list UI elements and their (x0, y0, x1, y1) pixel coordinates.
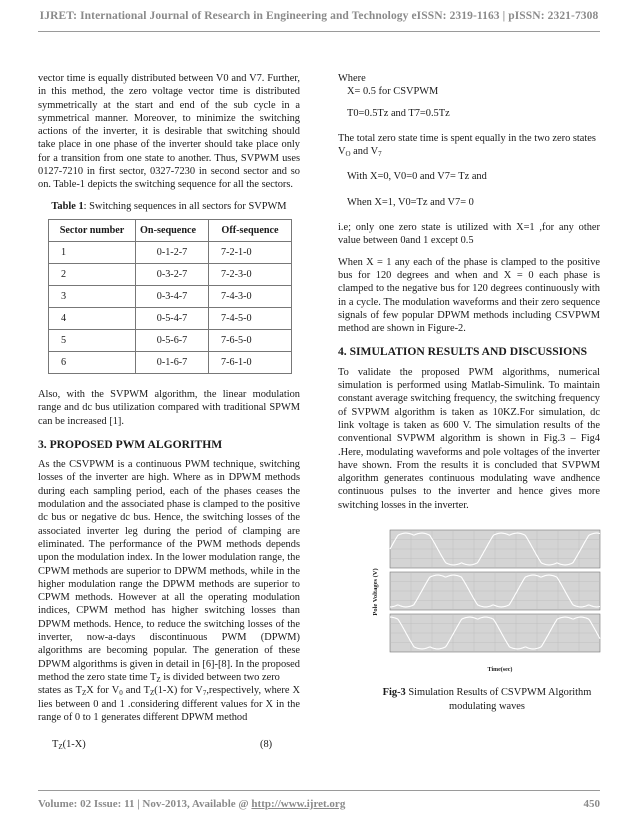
switching-sequence-table (48, 219, 292, 374)
plot-panels (390, 530, 600, 652)
when-x1-line: When X=1, V0=Tz and V7= 0 (347, 196, 474, 208)
section-heading-3: 3. PROPOSED PWM ALGORITHM (38, 437, 223, 451)
header-rule (38, 31, 600, 32)
cell: 7-4-3-0 (209, 285, 292, 307)
left-paragraph-3: As the CSVPWM is a continuous PWM technique, switching losses of the inverter are high. Where as in DPWM methods during each sampling period, each of the phases ceases the modulation and the associated phase is clamped to the positive dc bus or negative dc bus. Hence, the switching losses of the associated inverter leg during the period of clamping are eliminated. The performance of the PWM methods depends upon the modulation index. In the lower modulation range, the CPWM methods are superior to DPWM methods, while in the higher modulation range the DPWM methods are superior to CPWM methods. However at all the operating modulation indices, CPWM method has higher switching losses than DPWM methods. Hence, to reduce the switching losses of the inverter, now-a-days discontinuous PWM (DPWM) algorithms are becoming popular. The generation of these DPWM algorithms is given in detail in [6]-[8]. In the proposed method the zero state time $T_Z$ is divided between two zero (38, 459, 300, 684)
table-caption (38, 200, 300, 213)
section-heading-4: 4. SIMULATION RESULTS AND DISCUSSIONS (338, 345, 588, 359)
journal-link[interactable]: http://www.ijret.org (251, 798, 346, 810)
table-row (49, 351, 292, 373)
cell: 0-5-4-7 (136, 307, 209, 329)
cell: 3 (49, 285, 136, 307)
x-axis-label: Time(sec) (487, 667, 513, 674)
right-column (338, 72, 600, 713)
cell: 0-1-6-7 (136, 351, 209, 373)
with-x0-line: With X=0, V0=0 and V7= Tz and (347, 171, 487, 183)
cell: 0-1-2-7 (136, 241, 209, 263)
cell: 7-2-3-0 (209, 263, 292, 285)
cell: 7-6-5-0 (209, 329, 292, 351)
table-row (49, 285, 292, 307)
th-off-sequence: Off-sequence (209, 219, 292, 241)
table-caption-label: Table 1 (51, 200, 84, 212)
cell: 4 (49, 307, 136, 329)
left-paragraph-4: states as $T_ZX$ for $V_0$ and $T_Z(1-X)$ for $V_7,respectively$, where X lies between 0 and 1 .considering different values for X in the range of 0 to 1 generates different DPWM method (38, 685, 300, 723)
left-column (38, 72, 300, 751)
running-footer: Volume: 02 Issue: 11 | Nov-2013, Available @ http://www.ijret.org 450 (38, 798, 600, 810)
table-row (49, 241, 292, 263)
y-axis-label: Pole Voltages (V) (372, 568, 379, 616)
cell: 7-2-1-0 (209, 241, 292, 263)
table-row (49, 307, 292, 329)
page-number: 450 (583, 798, 600, 810)
table-row (49, 329, 292, 351)
where-label: Where (338, 73, 366, 84)
left-paragraph-2: Also, with the SVPWM algorithm, the linear modulation range and dc bus utilization compared with traditional SPWM can be increased [1]. (38, 388, 300, 427)
th-sector: Sector number (49, 219, 136, 241)
equation-8: $T_Z(1-X)$ (8) (52, 739, 273, 752)
x-equation: X= 0.5 for CSVPWM (347, 86, 439, 98)
table-header-row (49, 219, 292, 241)
running-header: IJRET: International Journal of Research in Engineering and Technology eISSN: 2319-1163 | pISSN: 2321-7308 (39, 10, 599, 22)
clamping-paragraph: When X = 1 any each of the phase is clamped to the positive bus for 120 degrees and when and X = 0 each phase is clamped to the negative bus for 120 degrees continuously with in a cycle. The modulation waveforms and their zero sequence signals of few popular DPWM methods including CSVPWM method are shown in Figure-2. (338, 256, 600, 335)
total-zero-state-paragraph: The total zero state time is spent equally in the two zero states $V_O$ and $V_7$ (338, 132, 596, 159)
cell: 6 (49, 351, 136, 373)
th-on-sequence: On-sequence (136, 219, 209, 241)
table-caption-text: : Switching sequences in all sectors for SVPWM (83, 200, 287, 212)
cell: 0-5-6-7 (136, 329, 209, 351)
ie-paragraph: i.e; only one zero state is utilized with X=1 ,for any other value between 0and 1 except 0.5 (338, 222, 600, 247)
simulation-paragraph: To validate the proposed PWM algorithms, numerical simulation is performed using Matlab-Simulink. To maintain constant average switching frequency, the switching frequency of SVPWM algorithm is taken as 10KZ.For simulation, dc link voltage is taken as 600 V. The simulation results of the conventional SVPWM algorithm is shown in Fig.3 – Fig4 .Here, modulating waveforms and pole voltages of the inverter have shown. From the results it is concluded that SVPWM algorithm generates continuous modulating wave andhence continuous pulses to the inverter and hence gives more switching losses in the inverter. (338, 366, 600, 511)
cell: 0-3-4-7 (136, 285, 209, 307)
pole-voltage-plot (368, 526, 606, 674)
cell: 7-6-1-0 (209, 351, 292, 373)
figure-caption: Fig-3 Simulation Results of CSVPWM Algorithm modulating waves (382, 687, 592, 712)
cell: 5 (49, 329, 136, 351)
left-paragraph-1: vector time is equally distributed between V0 and V7. Further, in this method, the zero voltage vector time is distributed symmetrically at the start and end of the sub cycle in a symmetrical manner. Moreover, to minimize the switching actions of the inverter, it is desirable that switching should take place in one phase of the inverter should take place only for a transition from one state to another. Thus, SVPWM uses 0127-7210 in first sector, 0327-7230 in second sector and so on. Table-1 depicts the switching sequence for all the sectors. (38, 73, 300, 191)
cell: 0-3-2-7 (136, 263, 209, 285)
equation-number: (8) (260, 739, 273, 751)
cell: 1 (49, 241, 136, 263)
cell: 2 (49, 263, 136, 285)
cell: 7-4-5-0 (209, 307, 292, 329)
footer-rule (38, 790, 600, 791)
table-row (49, 263, 292, 285)
t-equation: T0=0.5Tz and T7=0.5Tz (347, 107, 450, 119)
figure-3 (368, 526, 606, 713)
